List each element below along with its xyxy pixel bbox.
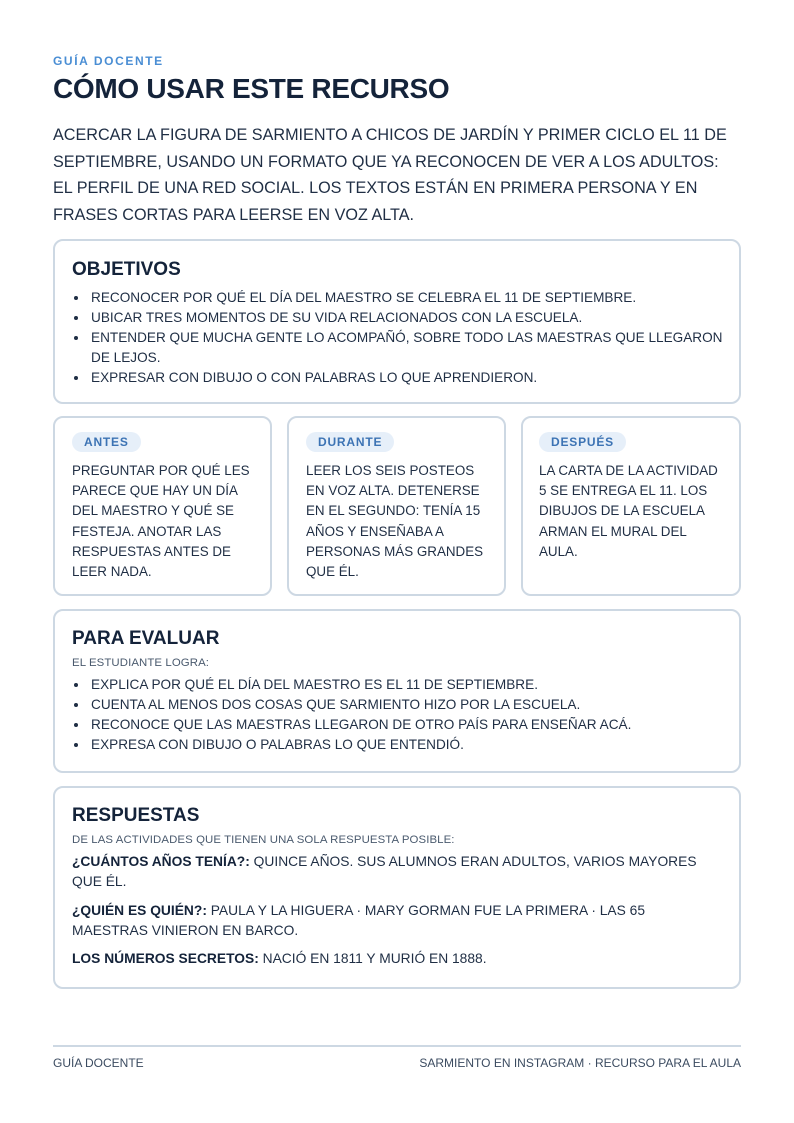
footer-right-text: SARMIENTO EN INSTAGRAM · RECURSO PARA EL AULA: [419, 1056, 741, 1070]
evaluar-list: [72, 675, 723, 755]
list-item: • CUENTA AL MENOS DOS COSAS QUE SARMIENTO HIZO POR LA ESCUELA.: [89, 695, 723, 715]
list-item: • UBICAR TRES MOMENTOS DE SU VIDA RELACIONADOS CON LA ESCUELA.: [89, 308, 723, 328]
phase-label-despues: DESPUÉS: [539, 432, 626, 452]
phase-label-antes: ANTES: [72, 432, 141, 452]
answer-question: ¿CUÁNTOS AÑOS TENÍA?:: [72, 854, 250, 869]
phase-card-despues: [521, 416, 741, 596]
answer-item: [72, 852, 723, 893]
list-item: • EXPRESAR CON DIBUJO O CON PALABRAS LO QUE APRENDIERON.: [89, 368, 723, 388]
phase-label-durante: DURANTE: [306, 432, 394, 452]
phase-card-durante: [287, 416, 506, 596]
list-item: • EXPLICA POR QUÉ EL DÍA DEL MAESTRO ES EL 11 DE SEPTIEMBRE.: [89, 675, 723, 695]
respuestas-subtitle: DE LAS ACTIVIDADES QUE TIENEN UNA SOLA RESPUESTA POSIBLE:: [72, 834, 455, 846]
eyebrow-label: GUÍA DOCENTE: [53, 54, 164, 68]
list-item: • RECONOCE QUE LAS MAESTRAS LLEGARON DE OTRO PAÍS PARA ENSEÑAR ACÁ.: [89, 715, 723, 735]
objetivos-card: [53, 239, 741, 404]
answer-text: NACIÓ EN 1811 Y MURIÓ EN 1888.: [258, 951, 487, 967]
footer-divider: [53, 1045, 741, 1047]
respuestas-title: RESPUESTAS: [72, 805, 200, 826]
page-title: CÓMO USAR ESTE RECURSO: [53, 73, 450, 104]
answer-question: ¿QUIÉN ES QUIÉN?:: [72, 902, 207, 918]
evaluar-card: [53, 609, 741, 773]
list-item: • EXPRESA CON DIBUJO O PALABRAS LO QUE ENTENDIÓ.: [89, 735, 723, 755]
footer-left-text: GUÍA DOCENTE: [53, 1056, 144, 1070]
answer-item: [72, 901, 723, 942]
answer-text: PAULA Y LA HIGUERA · MARY GORMAN FUE LA PRIMERA · LAS 65 MAESTRAS VINIERON EN BARCO.: [72, 902, 645, 938]
answer-text: QUINCE AÑOS. SUS ALUMNOS ERAN ADULTOS, VARIOS MAYORES QUE ÉL.: [72, 854, 697, 890]
intro-paragraph: ACERCAR LA FIGURA DE SARMIENTO A CHICOS DE JARDÍN Y PRIMER CICLO EL 11 DE SEPTIEMBRE, USANDO UN FORMATO QUE YA RECONOCEN DE VER A LOS ADULTOS: EL PERFIL DE UNA RED SOCIAL. LOS TEXTOS ESTÁN EN PRIMERA PERSONA Y EN FRASES CORTAS PARA LEERSE EN VOZ ALTA.: [53, 126, 727, 224]
phase-text-durante: LEER LOS SEIS POSTEOS EN VOZ ALTA. DETENERSE EN EL SEGUNDO: TENÍA 15 AÑOS Y ENSEÑABA A PERSONAS MÁS GRANDES QUE ÉL.: [306, 463, 484, 580]
evaluar-title: PARA EVALUAR: [72, 628, 220, 649]
phase-text-despues: LA CARTA DE LA ACTIVIDAD 5 SE ENTREGA EL 11. LOS DIBUJOS DE LA ESCUELA ARMAN EL MURAL DEL AULA.: [539, 463, 718, 559]
phase-text-antes: PREGUNTAR POR QUÉ LES PARECE QUE HAY UN DÍA DEL MAESTRO Y QUÉ SE FESTEJA. ANOTAR LAS RESPUESTAS ANTES DE LEER NADA.: [72, 463, 250, 580]
answer-question: LOS NÚMEROS SECRETOS:: [72, 951, 259, 967]
answer-item: [72, 949, 723, 969]
list-item: • RECONOCER POR QUÉ EL DÍA DEL MAESTRO SE CELEBRA EL 11 DE SEPTIEMBRE.: [89, 288, 723, 308]
phase-card-antes: [53, 416, 272, 596]
objetivos-title: OBJETIVOS: [72, 259, 181, 280]
evaluar-subtitle: EL ESTUDIANTE LOGRA:: [72, 657, 210, 669]
objetivos-list: [72, 288, 723, 388]
list-item: • ENTENDER QUE MUCHA GENTE LO ACOMPAÑÓ, SOBRE TODO LAS MAESTRAS QUE LLEGARON DE LEJOS.: [89, 328, 723, 368]
respuestas-card: [53, 786, 741, 989]
